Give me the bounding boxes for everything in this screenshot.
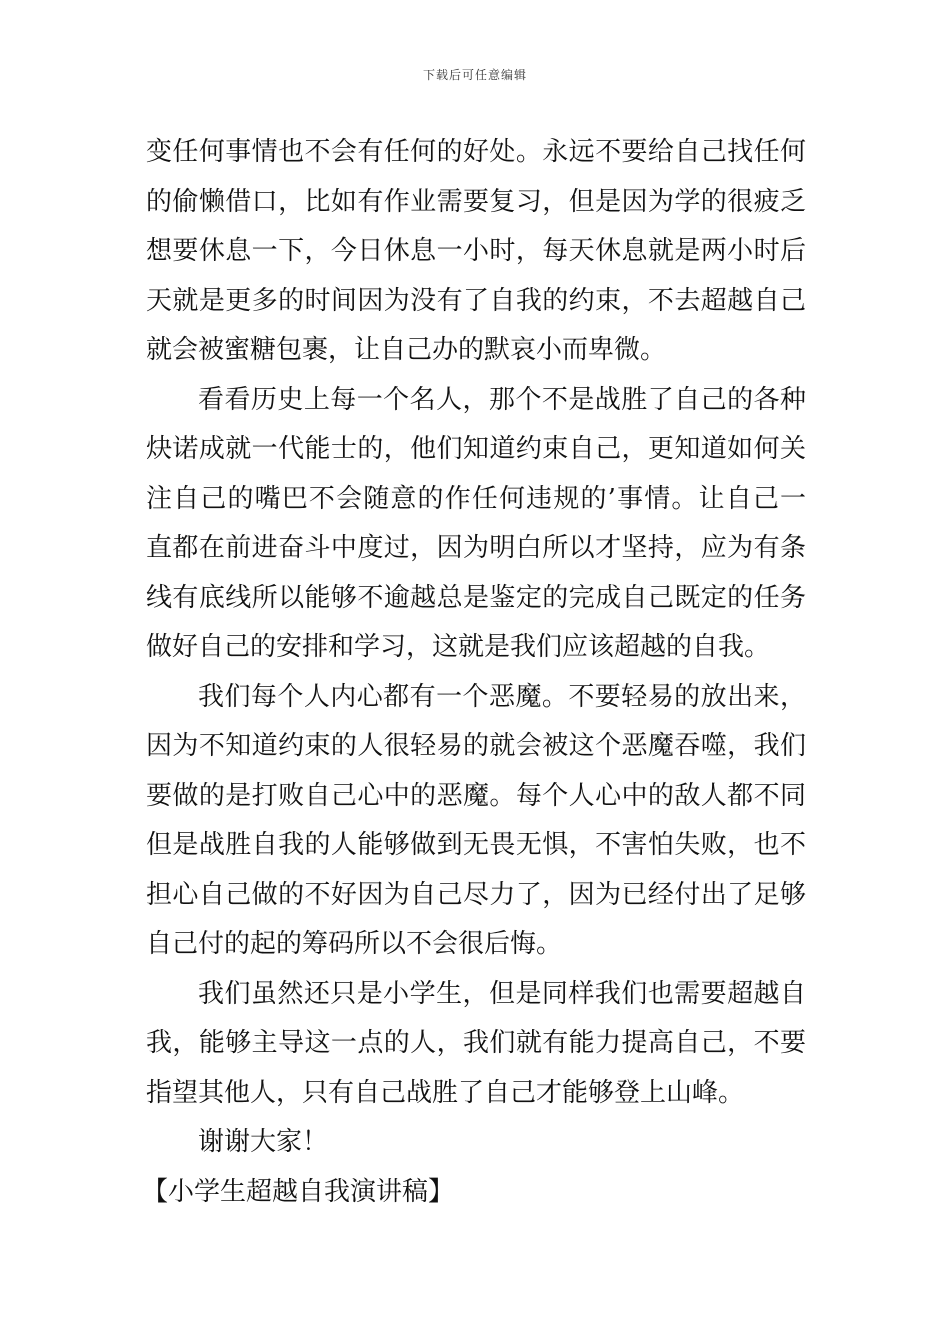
text-line: 看看历史上每一个名人，那个不是战胜了自己的各种 — [198, 384, 806, 415]
header-note: 下载后可任意编辑 — [422, 68, 527, 82]
paragraph-4 — [146, 970, 806, 1119]
document-body — [142, 128, 806, 1217]
text-line: 炔诺成就一代能士的，他们知道约束自己，更知道如何关 — [146, 434, 806, 464]
text-line: 我们虽然还只是小学生，但是同样我们也需要超越自 — [198, 978, 806, 1009]
text-line: 变任何事情也不会有任何的好处。永远不要给自己找任何 — [146, 137, 806, 167]
text-line: 注自己的嘴巴不会随意的作任何违规的’事情。让自己一 — [146, 483, 806, 514]
text-line: 天就是更多的时间因为没有了自我的约束，不去超越自己 — [146, 285, 806, 316]
document-title: 【小学生超越自我演讲稿】 — [142, 1176, 455, 1207]
text-line: 想要休息一下，今日休息一小时，每天休息就是两小时后 — [146, 236, 806, 266]
closing-thanks: 谢谢大家！ — [198, 1127, 329, 1157]
text-line: 指望其他人，只有自己战胜了自己才能够登上山峰。 — [146, 1077, 745, 1108]
text-line: 就会被蜜糖包裹，让自己办的默哀小而卑微。 — [146, 335, 667, 365]
text-line: 担心自己做的不好因为自己尽力了，因为已经付出了足够 — [146, 879, 806, 910]
text-line: 直都在前进奋斗中度过，因为明白所以才坚持，应为有条 — [146, 533, 806, 563]
text-line: 但是战胜自我的人能够做到无畏无惧，不害怕失败，也不 — [146, 830, 806, 860]
text-line: 自己付的起的筹码所以不会很后悔。 — [146, 929, 563, 959]
paragraph-1 — [146, 128, 806, 376]
text-line: 做好自己的安排和学习，这就是我们应该超越的自我。 — [146, 632, 771, 662]
text-line: 要做的是打败自己心中的恶魔。每个人心中的敌人都不同 — [146, 780, 806, 811]
text-line: 线有底线所以能够不逾越总是鉴定的完成自己既定的任务 — [146, 582, 806, 613]
text-line: 的偷懒借口，比如有作业需要复习，但是因为学的很疲乏 — [146, 186, 806, 217]
text-line: 我们每个人内心都有一个恶魔。不要轻易的放出来， — [198, 681, 806, 712]
text-line: 我，能够主导这一点的人，我们就有能力提高自己，不要 — [146, 1028, 806, 1058]
text-line: 因为不知道约束的人很轻易的就会被这个恶魔吞噬，我们 — [146, 731, 806, 761]
paragraph-2 — [146, 376, 806, 673]
paragraph-3 — [146, 673, 806, 970]
